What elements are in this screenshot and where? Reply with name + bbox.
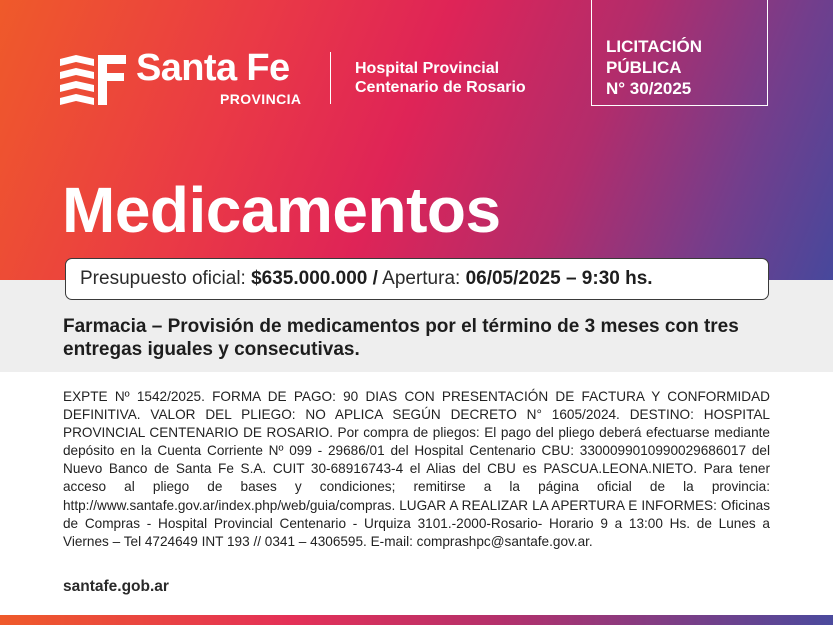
hospital-name-line-1: Hospital Provincial <box>355 60 500 77</box>
opening-label: Apertura: <box>382 268 461 289</box>
brand-subtitle: PROVINCIA <box>220 91 302 107</box>
footer-url[interactable]: santafe.gob.ar <box>63 578 169 595</box>
budget-separator: / <box>372 268 378 289</box>
tender-line-2: PÚBLICA <box>606 58 682 77</box>
hospital-name <box>355 59 526 97</box>
page-title: Medicamentos <box>62 174 501 246</box>
body-text: EXPTE Nº 1542/2025. FORMA DE PAGO: 90 DIAS CON PRESENTACIÓN DE FACTURA Y CONFORMIDAD DEFINITIVA. VALOR DEL PLIEGO: NO APLICA SEGÚN DECRETO N° 1605/2024. DESTINO: HOSPITAL PROVINCIAL CENTENARIO DE ROSARIO. Por compra de pliegos: El pago del pliego deberá efectuarse mediante depósito en la Cuenta Corriente Nº 099 - 29686/01 del Hospital Centenario CBU: 3300099010990029686017 del Nuevo Banco de Santa Fe S.A. CUIT 30-68916743-4 el Alias del CBU es PASCUA.LEONA.NIETO. Para tener acceso al pliego de bases y condiciones; remitirse a la página oficial de la provincia: http://www.santafe.gov.ar/index.php/web/guia/compras. LUGAR A REALIZAR LA APERTURA E INFORMES: Oficinas de Compras - Hospital Provincial Centenario - Urquiza 3101.-2000-Rosario- Horario 9 a 13:00 Hs. de Lunes a Viernes – Tel 4724649 INT 193 // 0341 – 4306595. E-mail: comprashpc@santafe.gov.ar. <box>63 389 770 549</box>
hospital-name-line-2: Centenario de Rosario <box>355 79 526 96</box>
brand-name: Santa Fe <box>136 47 290 89</box>
footer-bar <box>0 615 833 625</box>
budget-box <box>65 258 769 300</box>
santa-fe-logo-icon <box>58 51 128 107</box>
tender-number: N° 30/2025 <box>606 79 692 98</box>
tender-line-1: LICITACIÓN <box>606 37 703 56</box>
opening-value: 06/05/2025 – 9:30 hs. <box>465 268 653 289</box>
tender-label <box>606 36 702 99</box>
summary-text: Farmacia – Provisión de medicamentos por el término de 3 meses con tres entregas iguales y consecutivas. <box>63 316 739 360</box>
header-divider <box>330 52 331 104</box>
budget-value: $635.000.000 <box>251 268 368 289</box>
budget-label: Presupuesto oficial: <box>80 268 246 289</box>
